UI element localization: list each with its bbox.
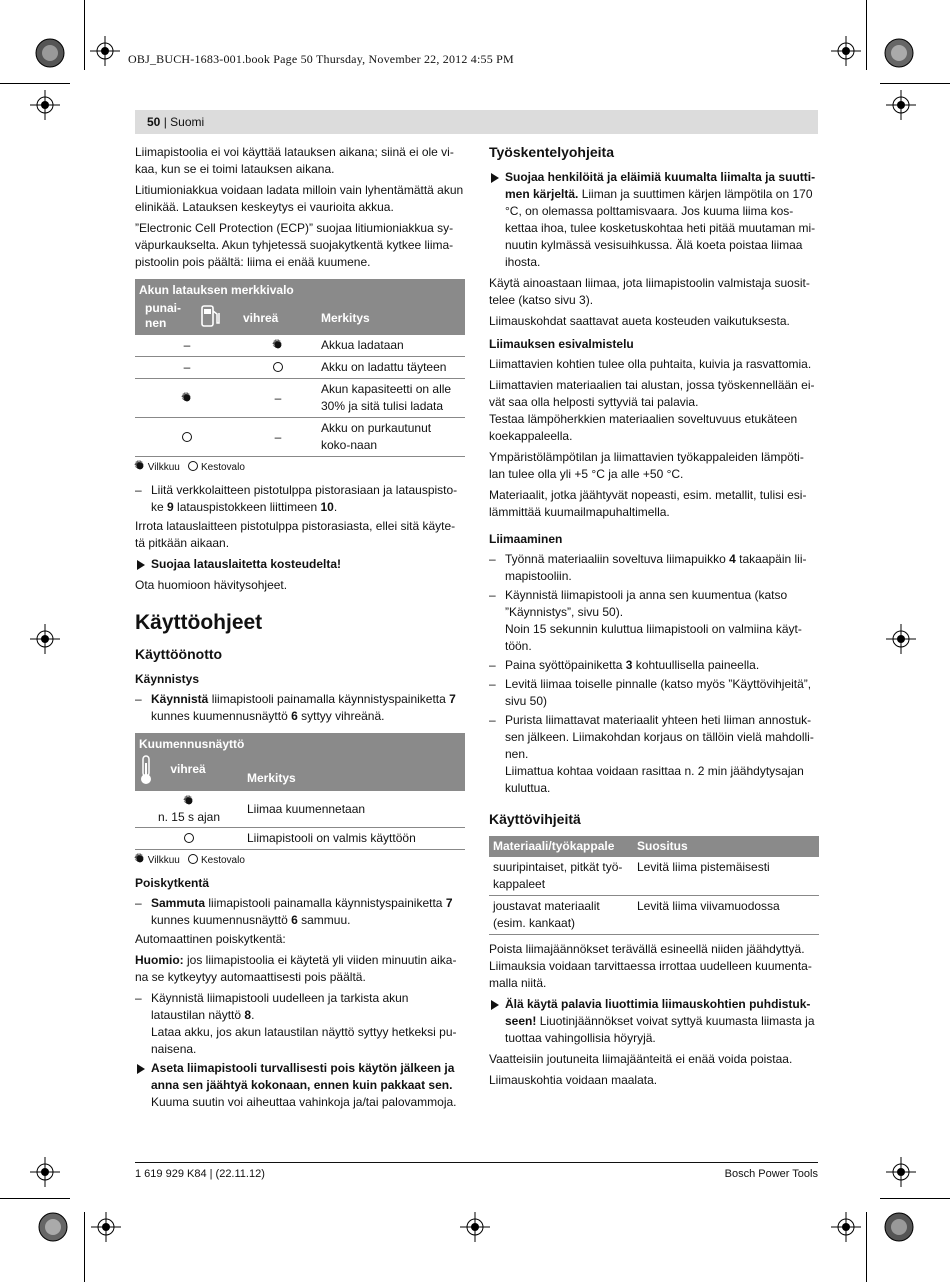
column-header-material: Materiaali/työkappale: [489, 836, 633, 857]
sub-heading: Poiskytkentä: [135, 876, 210, 890]
warning-item: [489, 996, 819, 1047]
arrow-icon: [137, 560, 145, 570]
list-text: kunnes kuumennusnäyttö: [151, 709, 292, 723]
ref-number: 6: [291, 913, 298, 927]
paragraph: Ota huomioon hävitysohjeet.: [135, 578, 288, 592]
legend-blink-label: Vilkkuu: [147, 462, 180, 473]
table-cell: [135, 418, 239, 457]
arrow-icon: [491, 1000, 499, 1010]
crop-mark: [84, 0, 85, 70]
table-cell: [239, 357, 317, 379]
thermometer-icon: [139, 755, 153, 785]
list-item: – Käynnistä liimapistooli uudelleen ja tarkista akun lataustilan näyttö 8. Lataa akku, jos akun lataustilan näyttö syttyy hetkeksi pu-naisena.: [135, 991, 457, 1056]
warning-text: Älä käytä palavia liuottimia liimauskohtien puhdistuk-seen!: [505, 997, 811, 1028]
note-label: Huomio:: [135, 953, 184, 967]
list-text-bold: Käynnistä: [151, 692, 209, 706]
list-text: Lataa akku, jos akun lataustilan näyttö syttyy hetkeksi pu-naisena.: [151, 1025, 457, 1056]
list-text: Käynnistä liimapistooli uudelleen ja tarkista akun lataustilan näyttö: [151, 991, 409, 1022]
ref-number: 3: [625, 658, 633, 672]
paragraph: Poista liimajäännökset terävällä esineellä niiden jäähdyttyä.: [489, 942, 805, 956]
table-title: Akun latauksen merkkivalo: [135, 279, 465, 301]
table-row: [135, 791, 465, 828]
crop-mark: [880, 1198, 950, 1199]
warning-item: [135, 556, 465, 573]
list-text: Purista liimattavat materiaalit yhteen heti liiman annostuk-sen jälkeen. Liimakohdan korjaus on tällöin vielä mahdolli-nen.: [505, 713, 814, 761]
paragraph: Vaatteisiin joutuneita liimajäänteitä ei enää voida poistaa.: [489, 1052, 793, 1066]
steady-indicator-icon: [188, 854, 198, 864]
blink-indicator-icon: [184, 796, 194, 806]
table-row: [135, 335, 465, 357]
blink-indicator-icon: [135, 461, 145, 471]
warning-text: Suojaa latauslaitetta kosteudelta!: [151, 557, 342, 571]
table-cell: joustavat materiaalit (esim. kankaat): [489, 896, 633, 935]
table-cell: [135, 379, 239, 418]
page-number: [147, 114, 204, 131]
paragraph: Testaa lämpöherkkien materiaalien soveltuvuus etukäteen koekappaleella.: [489, 412, 798, 443]
fuel-pump-icon: [199, 301, 239, 335]
warning-item: [135, 1060, 465, 1111]
table-cell: Levitä liima pistemäisesti: [633, 857, 819, 896]
list-text: Levitä liimaa toiselle pinnalle (katso myös ”Käyttövihjeitä”, sivu 50): [505, 677, 812, 708]
list-text: .: [251, 1008, 255, 1022]
paragraph: Liimapistoolia ei voi käyttää latauksen aikana; siinä ei ole vi-kaa, kun se ei toimi latauksen aikana.: [135, 145, 454, 176]
table-cell: Liimapistooli on valmis käyttöön: [243, 828, 465, 850]
list-text: takaapäin lii-mapistooliin.: [505, 552, 807, 583]
column-header-advice: Suositus: [633, 836, 819, 857]
list-text: latauspistokkeen liittimeen: [173, 500, 321, 514]
footer-rule: [135, 1162, 818, 1163]
table-cell: Akku on ladattu täyteen: [317, 357, 465, 379]
paragraph: Materiaalit, jotka jäähtyvät nopeasti, esim. metallit, tulisi esi-lämmittää kuumailmapuhaltimella.: [489, 488, 807, 519]
registration-target-icon: [91, 1212, 121, 1242]
list-text: Paina syöttöpainiketta: [505, 658, 626, 672]
table-row: [489, 857, 819, 896]
registration-target-icon: [30, 1157, 60, 1187]
table-cell: [239, 335, 317, 357]
ref-number: 6: [291, 709, 298, 723]
time-label: n. 15 s ajan: [157, 810, 221, 824]
list-item: – Levitä liimaa toiselle pinnalle (katso myös ”Käyttövihjeitä”, sivu 50): [489, 677, 812, 708]
registration-target-icon: [886, 90, 916, 120]
table-legend: [135, 459, 465, 476]
crop-mark: [866, 0, 867, 70]
legend-steady-label: Kestovalo: [200, 855, 245, 866]
registration-target-icon: [90, 36, 120, 66]
column-header-meaning: Merkitys: [317, 301, 465, 335]
list-text: liimapistooli painamalla käynnistyspainiketta: [208, 692, 450, 706]
list-text: kohtuullisella paineella.: [632, 658, 760, 672]
registration-target-icon: [831, 1212, 861, 1242]
footer-brand: Bosch Power Tools: [724, 1168, 818, 1180]
paragraph: Automaattinen poiskytkentä:: [135, 932, 286, 946]
blink-indicator-icon: [182, 393, 192, 403]
left-column: [135, 144, 465, 1115]
column-header-green: vihreä: [239, 301, 317, 335]
list-text: Noin 15 sekunnin kuluttua liimapistooli on valmiina käyt-töön.: [505, 622, 802, 653]
registration-target-icon: [886, 1157, 916, 1187]
paragraph: Käytä ainoastaan liimaa, jota liimapistoolin valmistaja suosit-telee (katso sivu 3).: [489, 276, 810, 307]
warning-text: Suojaa henkilöitä ja eläimiä kuumalta liimalta ja suutti-men kärjeltä.: [505, 170, 816, 201]
sub-heading: Käynnistys: [135, 672, 200, 686]
column-header-green: [135, 755, 243, 791]
header-separator: |: [160, 115, 171, 129]
registration-target-icon: [30, 624, 60, 654]
paragraph: Liimauskohdat saattavat aueta kosteuden vaikutuksesta.: [489, 314, 790, 328]
color-wheel-icon: [884, 38, 914, 68]
crop-mark: [0, 1198, 70, 1199]
list-text: sammuu.: [297, 913, 351, 927]
table-cell: –: [135, 357, 239, 379]
color-wheel-icon: [884, 1212, 914, 1242]
table-row: [135, 379, 465, 418]
section-heading: Käyttöohjeet: [135, 611, 263, 634]
paragraph: Liimauksia voidaan tarvittaessa irrottaa uudelleen kuumenta-malla niitä.: [489, 959, 812, 990]
blink-indicator-icon: [135, 854, 145, 864]
column-header-red: punai-nen: [135, 301, 199, 335]
crop-mark: [84, 1212, 85, 1282]
list-text: Työnnä materiaaliin soveltuva liimapuikko: [505, 552, 730, 566]
list-item: – Paina syöttöpainiketta 3 kohtuullisella paineella.: [489, 658, 760, 672]
list-item: – Käynnistä liimapistooli painamalla käynnistyspainiketta 7 kunnes kuumennusnäyttö 6 syttyy vihreänä.: [135, 692, 456, 723]
ref-number: 10: [320, 500, 334, 514]
steady-indicator-icon: [184, 833, 194, 843]
list-text: kunnes kuumennusnäyttö: [151, 913, 292, 927]
arrow-icon: [137, 1064, 145, 1074]
list-text: Liimattua kohtaa voidaan rasittaa n. 2 min jäähdytysajan kuluttua.: [505, 764, 804, 795]
paragraph: Liimattavien kohtien tulee olla puhtaita, kuivia ja rasvattomia.: [489, 357, 812, 371]
ref-number: 4: [729, 552, 736, 566]
ref-number: 9: [167, 500, 174, 514]
paragraph: Litiumioniakkua voidaan ladata milloin vain lyhentämättä akun elinikää. Latauksen keskeytys ei vaurioita akkua.: [135, 183, 464, 214]
list-text-bold: Sammuta: [151, 896, 206, 910]
registration-target-icon: [831, 36, 861, 66]
list-text: syttyy vihreänä.: [297, 709, 385, 723]
list-text: Liitä verkkolaitteen pistotulppa pistorasiaan ja latauspisto-ke: [151, 483, 458, 514]
registration-target-icon: [460, 1212, 490, 1242]
warning-text: Aseta liimapistooli turvallisesti pois käytön jälkeen ja anna sen jäähtyä kokonaan, ennen kuin pakkaat sen.: [151, 1061, 455, 1092]
ref-number: 7: [445, 896, 453, 910]
list-item: – Liitä verkkolaitteen pistotulppa pistorasiaan ja latauspisto-ke 9 latauspistokkeen liittimeen 10.: [135, 483, 458, 514]
paragraph: Irrota latauslaitteen pistotulppa pistorasiasta, ellei sitä käyte-tä pitkään aikaan.: [135, 519, 456, 550]
table-legend: [135, 852, 465, 869]
ref-number: 7: [449, 692, 456, 706]
list-item: – Sammuta liimapistooli painamalla käynnistyspainiketta 7 kunnes kuumennusnäyttö 6 sammuu.: [135, 896, 453, 927]
crop-mark: [0, 83, 70, 84]
page-number-value: 50: [147, 115, 161, 129]
blink-indicator-icon: [273, 340, 283, 350]
paragraph: ”Electronic Cell Protection (ECP)” suojaa litiumioniakkua sy-väpurkaukselta. Akun tyhjetessä suojakytkentä kytkee liima-pistoolin pois päältä: liima ei enää kuumene.: [135, 221, 454, 269]
column-header-meaning: Merkitys: [243, 755, 465, 791]
table-title: Kuumennusnäyttö: [135, 733, 465, 755]
registration-target-icon: [886, 624, 916, 654]
list-item: – Työnnä materiaaliin soveltuva liimapuikko 4 takaapäin lii-mapistooliin.: [489, 552, 807, 583]
ref-number: 8: [244, 1008, 252, 1022]
registration-target-icon: [30, 90, 60, 120]
sub-heading: Liimauksen esivalmistelu: [489, 337, 634, 351]
sub-heading: Liimaaminen: [489, 532, 563, 546]
right-column: [489, 144, 819, 1093]
steady-indicator-icon: [188, 461, 198, 471]
charge-indicator-table: [135, 279, 465, 457]
table-cell: –: [239, 418, 317, 457]
steady-indicator-icon: [273, 362, 283, 372]
tips-table: [489, 836, 819, 935]
table-cell: Akun kapasiteetti on alle 30% ja sitä tulisi ladata: [317, 379, 465, 418]
print-slug: OBJ_BUCH-1683-001.book Page 50 Thursday, November 22, 2012 4:55 PM: [128, 52, 514, 66]
table-row: [135, 357, 465, 379]
table-cell: –: [135, 335, 239, 357]
note-paragraph: [135, 952, 465, 986]
paragraph: Liimauskohtia voidaan maalata.: [489, 1073, 658, 1087]
table-cell: Akku on purkautunut koko-naan: [317, 418, 465, 457]
table-cell: suuripintaiset, pitkät työ-kappaleet: [489, 857, 633, 896]
steady-indicator-icon: [182, 432, 192, 442]
paragraph: Ympäristölämpötilan ja liimattavien työkappaleiden lämpöti-lan tulee olla yli +5 °C ja alle +50 °C.: [489, 450, 804, 481]
footer-doc-number: 1 619 929 K84 | (22.11.12): [135, 1168, 265, 1180]
warning-detail: Liiman ja suuttimen kärjen lämpötila on 170 °C, on olemassa polttamisvaara. Jos kuuma liima kos-kettaa ihoa, tulee kosketuskohtaa heti pitää muutaman mi-nuutin kylmässä vesisuihkussa. Älä koeta poistaa liimaa ihosta.: [505, 187, 816, 269]
table-cell: Akkua ladataan: [317, 335, 465, 357]
list-text: .: [333, 500, 338, 514]
subsection-heading: Käyttöönotto: [135, 646, 223, 662]
legend-steady-label: Kestovalo: [200, 462, 245, 473]
table-cell: [135, 828, 243, 850]
table-row: [489, 896, 819, 935]
crop-mark: [880, 83, 950, 84]
column-header-label: vihreä: [170, 762, 206, 777]
list-item: – Käynnistä liimapistooli ja anna sen kuumentua (katso ”Käynnistys”, sivu 50). Noin 15 sekunnin kuluttua liimapistooli on valmiina käyt-töön.: [489, 588, 802, 653]
warning-item: [489, 169, 819, 271]
heat-indicator-table: [135, 733, 465, 850]
crop-mark: [866, 1212, 867, 1282]
note-text: jos liimapistoolia ei käytetä yli viiden minuutin aika-na se kytkeytyy automaattisesti pois päältä.: [135, 953, 457, 984]
table-cell: –: [239, 379, 317, 418]
warning-detail: Liuotinjäännökset voivat syttyä kuumasta liimasta ja tuottaa vahingollisia höyryjä.: [505, 1014, 815, 1045]
table-row: [135, 828, 465, 850]
list-item: – Purista liimattavat materiaalit yhteen heti liiman annostuk-sen jälkeen. Liimakohdan korjaus on tällöin vielä mahdolli-nen. Liimattua kohtaa voidaan rasittaa n. 2 min jäähdytysajan kuluttua.: [489, 713, 814, 795]
table-row: [135, 418, 465, 457]
paragraph: Liimattavien materiaalien tai alustan, jossa työskennellään ei-vät saa olla helposti syttyviä tai palavia.: [489, 378, 815, 409]
table-cell: Liimaa kuumennetaan: [243, 791, 465, 828]
warning-detail: Kuuma suutin voi aiheuttaa vahinkoja ja/tai palovammoja.: [151, 1095, 457, 1109]
color-wheel-icon: [38, 1212, 68, 1242]
section-name: Suomi: [170, 115, 205, 129]
list-text: Käynnistä liimapistooli ja anna sen kuumentua (katso ”Käynnistys”, sivu 50).: [505, 588, 788, 619]
subsection-heading: Työskentelyohjeita: [489, 144, 615, 160]
list-text: liimapistooli painamalla käynnistyspainiketta: [205, 896, 446, 910]
subsection-heading: Käyttövihjeitä: [489, 811, 581, 827]
color-wheel-icon: [35, 38, 65, 68]
legend-blink-label: Vilkkuu: [147, 855, 180, 866]
table-cell: [135, 791, 243, 828]
arrow-icon: [491, 173, 499, 183]
page-header: [135, 110, 818, 134]
table-cell: Levitä liima viivamuodossa: [633, 896, 819, 935]
